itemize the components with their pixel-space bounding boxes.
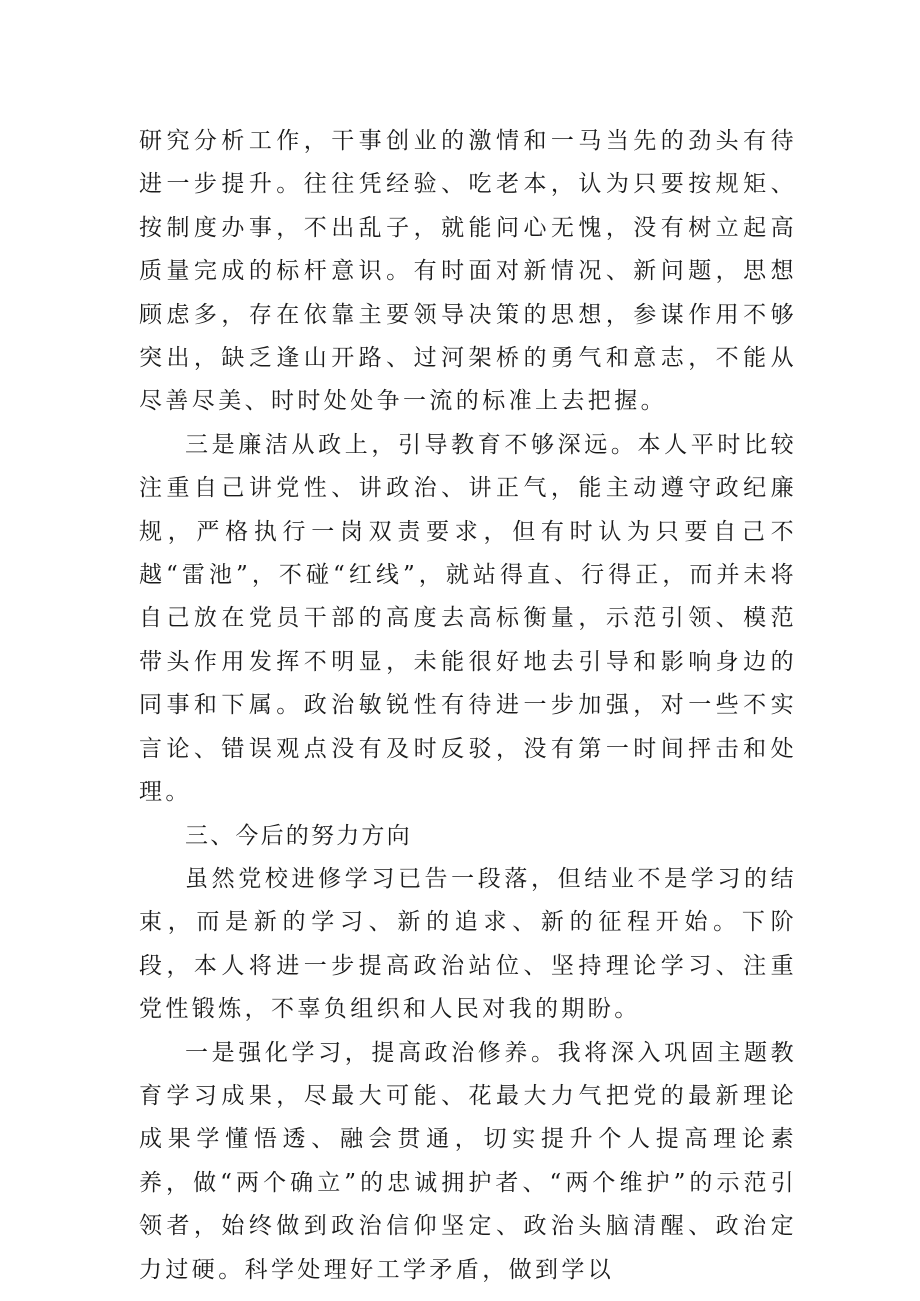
document-body — [139, 120, 797, 1292]
section-heading: 三、今后的努力方向 — [185, 822, 412, 849]
paragraph-continuation: 研究分析工作，干事创业的激情和一马当先的劲头有待进一步提升。往往凭经验、吃老本，认为只要按规矩、按制度办事，不出乱子，就能问心无愧，没有树立起高质量完成的标杆意识。有时面对新情况、新问题，思想顾虑多，存在依靠主要领导决策的思想，参谋作用不够突出，缺乏逢山开路、过河架桥的勇气和意志，不能从尽善尽美、时时处处争一流的标准上去把握。 — [139, 128, 797, 415]
paragraph-future-intro: 虽然党校进修学习已告一段落，但结业不是学习的结束，而是新的学习、新的追求、新的征程开始。下阶段，本人将进一步提高政治站位、坚持理论学习、注重党性锻炼，不辜负组织和人民对我的期盼。 — [139, 865, 797, 1023]
paragraph-integrity: 三是廉洁从政上，引导教育不够深远。本人平时比较注重自己讲党性、讲政治、讲正气，能主动遵守政纪廉规，严格执行一岗双责要求，但有时认为只要自己不越“雷池”，不碰“红线”，就站得直、行得正，而并未将自己放在党员干部的高度去高标衡量，示范引领、模范带头作用发挥不明显，未能很好地去引导和影响身边的同事和下属。政治敏锐性有待进一步加强，对一些不实言论、错误观点没有及时反驳，没有第一时间抨击和处理。 — [139, 431, 797, 806]
paragraph-strengthen-study: 一是强化学习，提高政治修养。我将深入巩固主题教育学习成果，尽最大可能、花最大力气把党的最新理论成果学懂悟透、融会贯通，切实提升个人提高理论素养，做“两个确立”的忠诚拥护者、“两个维护”的示范引领者，始终做到政治信仰坚定、政治头脑清醒、政治定力过硬。科学处理好工学矛盾，做到学以 — [139, 1039, 797, 1283]
